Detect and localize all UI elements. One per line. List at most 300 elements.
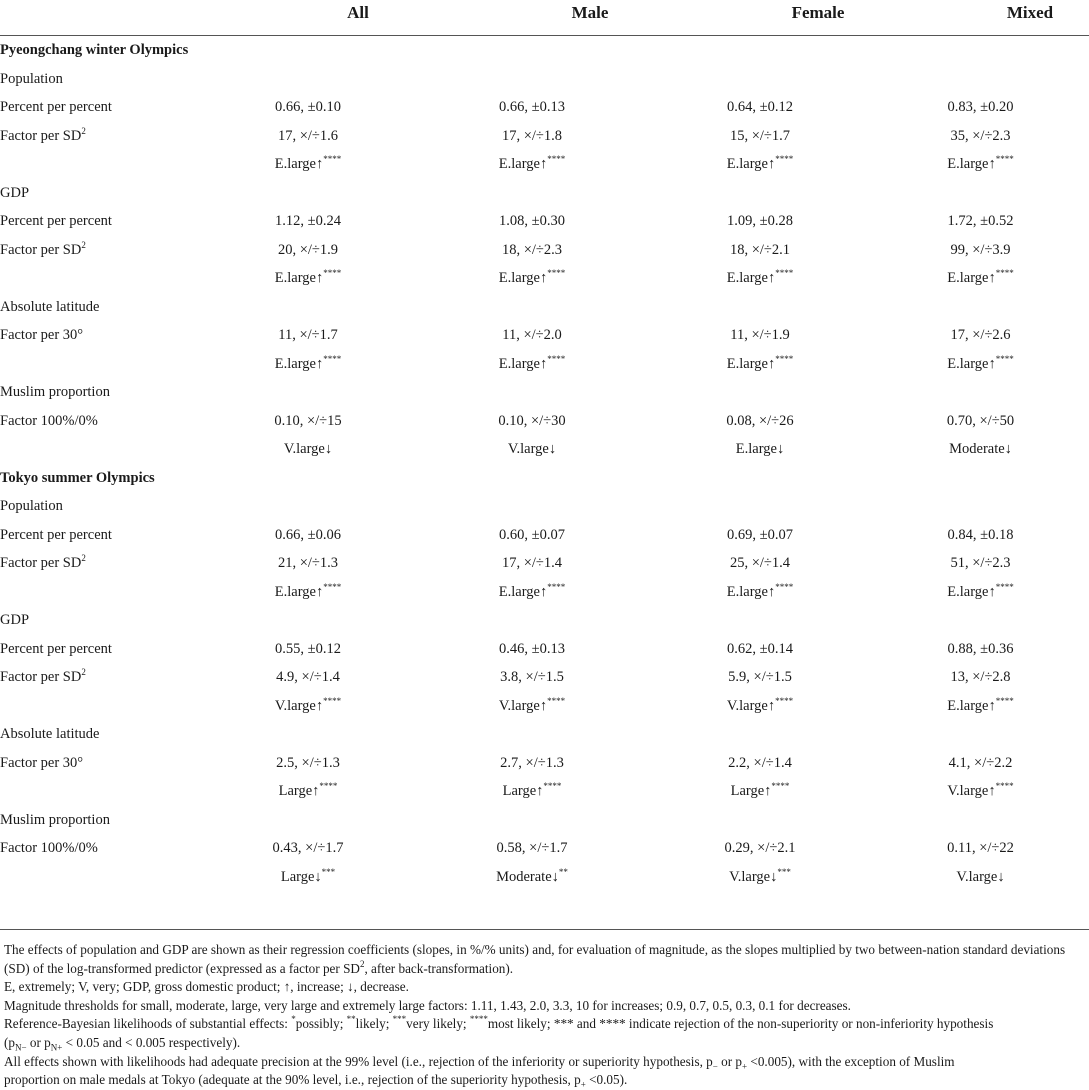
- table-row: [0, 863, 1089, 892]
- value-cell-text: 11, ×/÷2.0: [502, 327, 562, 344]
- footnote-6-text: All effects shown with likelihoods had adequate precision at the 99% level (i.e., rejection of the inferiority or superiority hypothesis, p: [4, 1053, 713, 1069]
- table-row: [0, 777, 1089, 806]
- table-row: [0, 236, 1089, 265]
- value-cell-sup: ****: [775, 154, 794, 165]
- row-label: [0, 863, 200, 892]
- group-label-text: Absolute latitude: [0, 726, 100, 743]
- table-row: [0, 207, 1089, 236]
- value-cell: [200, 663, 416, 692]
- value-cell-text: E.large↑: [498, 355, 548, 372]
- footnote-1: [4, 941, 1086, 978]
- footnote-7-sub: +: [580, 1079, 586, 1090]
- row-label-text: Factor per SD: [0, 241, 82, 258]
- footnote-7-text: proportion on male medals at Tokyo (adequate at the 90% level, i.e., rejection of the superiority hypothesis, p: [4, 1072, 581, 1088]
- row-label: [0, 549, 200, 578]
- value-cell-text: Large↑: [502, 783, 544, 800]
- value-cell: [648, 692, 872, 721]
- footnote-6-sub-2: +: [742, 1061, 748, 1072]
- footnote-4-sup-2: **: [346, 1014, 356, 1025]
- value-cell-text: 15, ×/÷1.7: [729, 127, 791, 144]
- value-cell: [200, 122, 416, 151]
- value-cell: [648, 93, 872, 122]
- value-cell: [872, 549, 1089, 578]
- group-row: [0, 492, 1089, 521]
- value-cell-text: 21, ×/÷1.3: [277, 555, 339, 572]
- value-cell-text: 4.9, ×/÷1.4: [276, 669, 340, 686]
- footnote-4-most-likely: most likely; *** and **** indicate rejection of the non-superiority or non-inferiority hypothesis: [487, 1016, 994, 1032]
- value-cell-sup: ****: [775, 695, 794, 706]
- row-label: [0, 435, 200, 464]
- footnote-4-sup-4: ****: [469, 1014, 488, 1025]
- value-cell-text: 1.09, ±0.28: [727, 213, 793, 230]
- value-cell: [200, 207, 416, 236]
- value-cell-text: 11, ×/÷1.9: [730, 327, 790, 344]
- footnote-4-sup-3: ***: [392, 1014, 407, 1025]
- value-cell: [200, 834, 416, 863]
- value-cell: [200, 407, 416, 436]
- value-cell-text: E.large↓: [735, 441, 785, 458]
- value-cell-text: 0.66, ±0.10: [275, 99, 341, 116]
- group-row: [0, 293, 1089, 322]
- value-cell: [872, 236, 1089, 265]
- value-cell-text: E.large↑: [726, 583, 776, 600]
- footnote-6-sub-1: −: [712, 1061, 718, 1072]
- group-label: [0, 492, 1089, 521]
- value-cell-text: 1.08, ±0.30: [499, 213, 565, 230]
- section-title-text: Pyeongchang winter Olympics: [0, 42, 189, 59]
- group-label-text: Population: [0, 498, 63, 515]
- value-cell-text: E.large↑: [274, 156, 324, 173]
- value-cell-text: 0.62, ±0.14: [727, 640, 793, 657]
- value-cell: [872, 350, 1089, 379]
- value-cell: [648, 321, 872, 350]
- row-label-text: Factor 100%/0%: [0, 840, 98, 857]
- row-label: [0, 236, 200, 265]
- footnote-6-end: <0.005), with the exception of Muslim: [747, 1053, 955, 1069]
- value-cell: [416, 122, 648, 151]
- value-cell-sup: ****: [319, 781, 338, 792]
- table-header: [0, 0, 1089, 26]
- value-cell-sup: ****: [995, 268, 1014, 279]
- value-cell-sup: ****: [547, 154, 566, 165]
- value-cell: [648, 521, 872, 550]
- value-cell: [648, 236, 872, 265]
- value-cell: [648, 350, 872, 379]
- group-label: [0, 65, 1089, 94]
- value-cell: [200, 549, 416, 578]
- value-cell-sup: ****: [547, 353, 566, 364]
- value-cell-sup: ***: [777, 866, 791, 877]
- table-row: [0, 549, 1089, 578]
- value-cell-sup: ****: [547, 695, 566, 706]
- group-label: [0, 806, 1089, 835]
- table-row: [0, 521, 1089, 550]
- value-cell-text: E.large↑: [498, 156, 548, 173]
- value-cell-sup: **: [558, 866, 568, 877]
- row-label: [0, 321, 200, 350]
- group-label-text: Absolute latitude: [0, 298, 100, 315]
- table-row: [0, 350, 1089, 379]
- row-label: [0, 207, 200, 236]
- value-cell: [648, 834, 872, 863]
- value-cell-text: 17, ×/÷1.8: [501, 127, 563, 144]
- value-cell: [648, 749, 872, 778]
- table-footnotes: [4, 941, 1086, 1090]
- value-cell-text: E.large↑: [498, 270, 548, 287]
- value-cell: [648, 150, 872, 179]
- footnote-5-end: < 0.05 and < 0.005 respectively).: [62, 1034, 241, 1050]
- row-label-text: Factor per SD: [0, 555, 82, 572]
- group-label: [0, 293, 1089, 322]
- footnote-4-sup-1: *: [291, 1014, 296, 1025]
- value-cell-text: E.large↑: [726, 270, 776, 287]
- value-cell-text: 0.10, ×/÷15: [274, 412, 342, 429]
- group-row: [0, 720, 1089, 749]
- value-cell: [200, 264, 416, 293]
- value-cell: [200, 435, 416, 464]
- value-cell-text: V.large↓: [283, 441, 333, 458]
- value-cell-text: 0.84, ±0.18: [947, 526, 1014, 543]
- value-cell-text: 3.8, ×/÷1.5: [500, 669, 564, 686]
- row-label-text: Factor per 30°: [0, 754, 84, 771]
- group-label-text: Muslim proportion: [0, 384, 110, 401]
- table-row: [0, 692, 1089, 721]
- group-row: [0, 378, 1089, 407]
- value-cell: [872, 407, 1089, 436]
- value-cell-text: V.large↑: [947, 783, 996, 800]
- value-cell-text: E.large↑: [726, 355, 776, 372]
- row-label-text: Percent per percent: [0, 640, 112, 657]
- footnote-2: E, extremely; V, very; GDP, gross domestic product; ↑, increase; ↓, decrease.: [4, 979, 409, 995]
- table-row: [0, 663, 1089, 692]
- value-cell-text: E.large↑: [498, 583, 548, 600]
- value-cell-sup: ****: [547, 268, 566, 279]
- row-label: [0, 122, 200, 151]
- footnote-4: [4, 1015, 1086, 1034]
- header-male: Male: [571, 3, 609, 22]
- value-cell: [416, 663, 648, 692]
- value-cell-sup: ****: [323, 695, 342, 706]
- group-label: [0, 378, 1089, 407]
- value-cell: [416, 93, 648, 122]
- row-label-text: Factor per SD: [0, 127, 82, 144]
- value-cell: [200, 350, 416, 379]
- value-cell: [200, 635, 416, 664]
- value-cell: [648, 407, 872, 436]
- value-cell-text: V.large↓: [507, 441, 557, 458]
- row-label-text: Factor per SD: [0, 669, 82, 686]
- value-cell-text: 0.70, ×/÷50: [946, 412, 1015, 429]
- row-label-sup: 2: [81, 239, 86, 250]
- value-cell: [200, 521, 416, 550]
- value-cell-text: E.large↑: [947, 355, 996, 372]
- row-label: [0, 578, 200, 607]
- value-cell-sup: ****: [775, 353, 794, 364]
- row-label-sup: 2: [81, 667, 86, 678]
- footnote-4-very-likely: very likely;: [406, 1016, 470, 1032]
- row-label-text: Percent per percent: [0, 526, 112, 543]
- value-cell-text: E.large↑: [947, 697, 996, 714]
- value-cell-text: 0.10, ×/÷30: [498, 412, 566, 429]
- value-cell-text: 17, ×/÷1.4: [501, 555, 563, 572]
- value-cell: [872, 635, 1089, 664]
- row-label: [0, 663, 200, 692]
- value-cell: [648, 264, 872, 293]
- row-label: [0, 350, 200, 379]
- value-cell: [872, 122, 1089, 151]
- value-cell: [416, 777, 648, 806]
- value-cell: [872, 93, 1089, 122]
- value-cell: [872, 663, 1089, 692]
- value-cell: [648, 578, 872, 607]
- value-cell-sup: ****: [995, 353, 1014, 364]
- value-cell: [416, 407, 648, 436]
- results-table: [0, 36, 1089, 891]
- value-cell-text: 5.9, ×/÷1.5: [728, 669, 792, 686]
- value-cell-text: 0.55, ±0.12: [275, 640, 341, 657]
- value-cell: [872, 863, 1089, 892]
- value-cell: [648, 635, 872, 664]
- value-cell-text: 0.66, ±0.06: [275, 526, 341, 543]
- row-label: [0, 777, 200, 806]
- value-cell: [416, 635, 648, 664]
- value-cell-sup: ****: [775, 581, 794, 592]
- value-cell-sup: ****: [323, 154, 342, 165]
- value-cell-text: E.large↑: [274, 583, 324, 600]
- footnote-5-sub-2: N+: [50, 1042, 63, 1053]
- table-row: [0, 264, 1089, 293]
- value-cell-text: 1.12, ±0.24: [275, 213, 341, 230]
- value-cell-sup: ****: [323, 581, 342, 592]
- value-cell: [416, 321, 648, 350]
- value-cell: [648, 777, 872, 806]
- value-cell: [648, 663, 872, 692]
- value-cell: [200, 236, 416, 265]
- group-label: [0, 179, 1089, 208]
- value-cell-text: 4.1, ×/÷2.2: [948, 754, 1013, 771]
- table-row: [0, 834, 1089, 863]
- footnote-1-text: The effects of population and GDP are shown as their regression coefficients (slopes, in %/% units) and, for evaluation of magnitude, as the slopes multiplied by two between-nation standard deviations (SD) of the log-transformed predictor (expressed as a factor per SD: [4, 942, 1066, 976]
- table-row: [0, 578, 1089, 607]
- footnote-5: [4, 1034, 1086, 1053]
- value-cell-sup: ****: [543, 781, 562, 792]
- value-cell-sup: ****: [771, 781, 790, 792]
- row-label: [0, 407, 200, 436]
- value-cell: [200, 692, 416, 721]
- value-cell-text: 17, ×/÷2.6: [950, 327, 1011, 344]
- value-cell: [200, 578, 416, 607]
- group-label-text: Muslim proportion: [0, 811, 110, 828]
- value-cell-sup: ****: [995, 695, 1014, 706]
- value-cell: [872, 435, 1089, 464]
- group-row: [0, 606, 1089, 635]
- row-label-text: Factor 100%/0%: [0, 412, 98, 429]
- value-cell: [416, 749, 648, 778]
- value-cell: [648, 863, 872, 892]
- table-row: [0, 407, 1089, 436]
- value-cell-text: Large↑: [730, 783, 772, 800]
- value-cell-sup: ****: [995, 581, 1014, 592]
- group-row: [0, 179, 1089, 208]
- table-row: [0, 749, 1089, 778]
- value-cell-text: Large↓: [280, 868, 322, 885]
- section-title: [0, 464, 1089, 493]
- value-cell: [648, 435, 872, 464]
- value-cell-text: 20, ×/÷1.9: [277, 241, 339, 258]
- group-label-text: GDP: [0, 184, 30, 201]
- results-table-body: [0, 36, 1089, 891]
- value-cell-text: 18, ×/÷2.3: [501, 241, 563, 258]
- value-cell: [416, 350, 648, 379]
- footnote-5-sub-1: N−: [15, 1042, 27, 1053]
- value-cell-text: 11, ×/÷1.7: [278, 327, 338, 344]
- value-cell-text: Large↑: [278, 783, 320, 800]
- value-cell-text: V.large↑: [498, 697, 548, 714]
- value-cell-text: 0.43, ×/÷1.7: [272, 840, 344, 857]
- value-cell: [416, 549, 648, 578]
- value-cell-text: 0.69, ±0.07: [727, 526, 793, 543]
- footnote-7: [4, 1071, 1086, 1090]
- section-row: [0, 36, 1089, 65]
- value-cell: [200, 321, 416, 350]
- row-label: [0, 93, 200, 122]
- value-cell-text: V.large↓: [729, 868, 778, 885]
- value-cell: [200, 863, 416, 892]
- value-cell-sup: ****: [323, 353, 342, 364]
- group-label: [0, 606, 1089, 635]
- value-cell: [416, 236, 648, 265]
- value-cell-text: E.large↑: [947, 156, 996, 173]
- value-cell-text: V.large↑: [726, 697, 776, 714]
- value-cell: [416, 834, 648, 863]
- value-cell: [872, 321, 1089, 350]
- group-row: [0, 65, 1089, 94]
- value-cell: [872, 777, 1089, 806]
- value-cell: [872, 578, 1089, 607]
- row-label-sup: 2: [81, 125, 86, 136]
- value-cell-text: 0.46, ±0.13: [499, 640, 565, 657]
- footnote-6-or: or p: [717, 1053, 743, 1069]
- footnote-5-or: or p: [26, 1034, 51, 1050]
- value-cell: [872, 692, 1089, 721]
- footnote-4-possibly: possibly;: [295, 1016, 347, 1032]
- value-cell: [200, 150, 416, 179]
- value-cell: [416, 264, 648, 293]
- table-row: [0, 635, 1089, 664]
- value-cell: [872, 521, 1089, 550]
- table-row: [0, 122, 1089, 151]
- value-cell: [416, 578, 648, 607]
- value-cell-sup: ****: [323, 268, 342, 279]
- table-row: [0, 150, 1089, 179]
- header-female: Female: [791, 3, 845, 22]
- value-cell-text: 0.66, ±0.13: [499, 99, 565, 116]
- value-cell: [416, 435, 648, 464]
- value-cell-sup: ****: [775, 268, 794, 279]
- footnote-1-sup: 2: [359, 958, 365, 969]
- value-cell-text: E.large↑: [274, 270, 324, 287]
- value-cell-text: 13, ×/÷2.8: [950, 669, 1011, 686]
- value-cell-text: 1.72, ±0.52: [947, 213, 1014, 230]
- value-cell-text: 0.58, ×/÷1.7: [496, 840, 568, 857]
- row-label-text: Factor per 30°: [0, 327, 84, 344]
- value-cell-text: Moderate↓: [949, 441, 1012, 458]
- value-cell-text: E.large↑: [947, 270, 996, 287]
- value-cell-text: V.large↓: [956, 868, 1005, 885]
- value-cell-text: 35, ×/÷2.3: [950, 127, 1011, 144]
- footnote-6: [4, 1053, 1086, 1072]
- row-label-text: Percent per percent: [0, 99, 112, 116]
- table-row: [0, 93, 1089, 122]
- value-cell-text: 0.08, ×/÷26: [726, 412, 794, 429]
- value-cell: [416, 207, 648, 236]
- section-title-text: Tokyo summer Olympics: [0, 469, 155, 486]
- group-label-text: GDP: [0, 612, 30, 629]
- value-cell: [872, 749, 1089, 778]
- footnote-5-text: (p: [4, 1034, 15, 1050]
- value-cell: [872, 150, 1089, 179]
- value-cell: [200, 749, 416, 778]
- value-cell: [872, 264, 1089, 293]
- row-label: [0, 264, 200, 293]
- value-cell: [416, 150, 648, 179]
- footnote-4-text: Reference-Bayesian likelihoods of substantial effects:: [4, 1016, 292, 1032]
- row-label-sup: 2: [81, 553, 86, 564]
- value-cell-text: 18, ×/÷2.1: [729, 241, 791, 258]
- footnote-7-end: <0.05).: [585, 1072, 628, 1088]
- value-cell-text: E.large↑: [726, 156, 776, 173]
- footer-rule: [0, 929, 1089, 930]
- table-row: [0, 435, 1089, 464]
- footnote-1-text-end: , after back-transformation).: [364, 960, 514, 976]
- value-cell-text: 0.29, ×/÷2.1: [724, 840, 796, 857]
- value-cell: [648, 122, 872, 151]
- value-cell-text: 2.2, ×/÷1.4: [728, 754, 792, 771]
- value-cell-sup: ****: [995, 154, 1014, 165]
- value-cell: [416, 692, 648, 721]
- row-label: [0, 692, 200, 721]
- value-cell-text: 99, ×/÷3.9: [950, 241, 1011, 258]
- header-mixed: Mixed: [1006, 3, 1054, 22]
- value-cell: [416, 521, 648, 550]
- value-cell-text: 2.5, ×/÷1.3: [276, 754, 340, 771]
- value-cell-text: E.large↑: [274, 355, 324, 372]
- group-row: [0, 806, 1089, 835]
- row-label: [0, 834, 200, 863]
- row-label: [0, 521, 200, 550]
- group-label-text: Population: [0, 70, 63, 87]
- value-cell-text: 0.11, ×/÷22: [947, 840, 1014, 857]
- value-cell: [200, 777, 416, 806]
- value-cell: [872, 207, 1089, 236]
- row-label-text: Percent per percent: [0, 213, 112, 230]
- value-cell-text: E.large↑: [947, 583, 996, 600]
- value-cell-sup: ***: [321, 866, 336, 877]
- value-cell-sup: ****: [547, 581, 566, 592]
- value-cell-text: V.large↑: [274, 697, 324, 714]
- value-cell: [872, 834, 1089, 863]
- section-title: [0, 36, 1089, 65]
- value-cell-text: 0.88, ±0.36: [947, 640, 1014, 657]
- footnote-4-likely: likely;: [355, 1016, 393, 1032]
- value-cell-text: 2.7, ×/÷1.3: [500, 754, 564, 771]
- row-label: [0, 635, 200, 664]
- table-row: [0, 321, 1089, 350]
- group-label: [0, 720, 1089, 749]
- value-cell-text: 25, ×/÷1.4: [729, 555, 791, 572]
- footnote-3: Magnitude thresholds for small, moderate, large, very large and extremely large factors: 1.11, 1.43, 2.0, 3.3, 10 for increases; 0.9, 0.7, 0.5, 0.3, 0.1 for decreases.: [4, 997, 851, 1013]
- value-cell: [648, 207, 872, 236]
